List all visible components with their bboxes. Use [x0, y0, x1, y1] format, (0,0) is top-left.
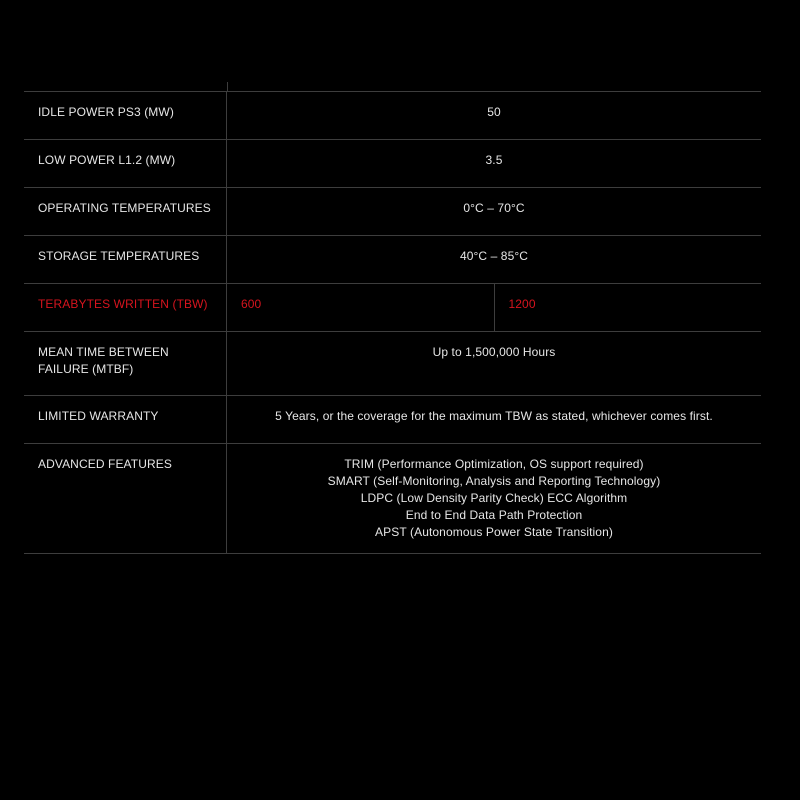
spec-row-operating-temperatures: [24, 187, 761, 235]
spec-label: MEAN TIME BETWEEN FAILURE (MTBF): [24, 332, 227, 395]
spec-value: 0°C – 70°C: [463, 201, 525, 215]
spec-label-tbw: TERABYTES WRITTEN (TBW): [24, 284, 227, 331]
spec-row-tbw: [24, 283, 761, 331]
feature-item-trim: TRIM (Performance Optimization, OS support required): [344, 457, 644, 471]
feature-list: [227, 444, 761, 553]
spec-label: OPERATING TEMPERATURES: [24, 188, 227, 235]
spec-label: STORAGE TEMPERATURES: [24, 236, 227, 283]
spec-row-storage-temperatures: [24, 235, 761, 283]
spec-value: 50: [487, 105, 501, 119]
feature-item-ldpc: LDPC (Low Density Parity Check) ECC Algorithm: [360, 491, 628, 505]
feature-item-e2e: End to End Data Path Protection: [405, 508, 583, 522]
tbw-value-1: 600: [241, 297, 262, 311]
table-top-divider: [24, 82, 761, 91]
spec-value: Up to 1,500,000 Hours: [432, 345, 556, 359]
spec-row-mtbf: [24, 331, 761, 395]
spec-row-low-power: [24, 139, 761, 187]
tbw-value-2: 1200: [494, 284, 762, 331]
spec-label: IDLE POWER PS3 (MW): [24, 92, 227, 139]
spec-label: LIMITED WARRANTY: [24, 396, 227, 443]
spec-row-idle-power: [24, 91, 761, 139]
spec-value: 40°C – 85°C: [459, 249, 529, 263]
spec-row-warranty: [24, 395, 761, 443]
spec-value: 3.5: [485, 153, 503, 167]
tbw-values: [227, 284, 761, 331]
spec-label: LOW POWER L1.2 (MW): [24, 140, 227, 187]
spec-row-advanced-features: [24, 443, 761, 554]
feature-item-apst: APST (Autonomous Power State Transition): [375, 525, 613, 539]
spec-label: ADVANCED FEATURES: [24, 444, 227, 553]
spec-value: 5 Years, or the coverage for the maximum TBW as stated, whichever comes first.: [275, 409, 713, 423]
feature-item-smart: SMART (Self-Monitoring, Analysis and Reporting Technology): [327, 474, 661, 488]
spec-table: [24, 82, 761, 554]
